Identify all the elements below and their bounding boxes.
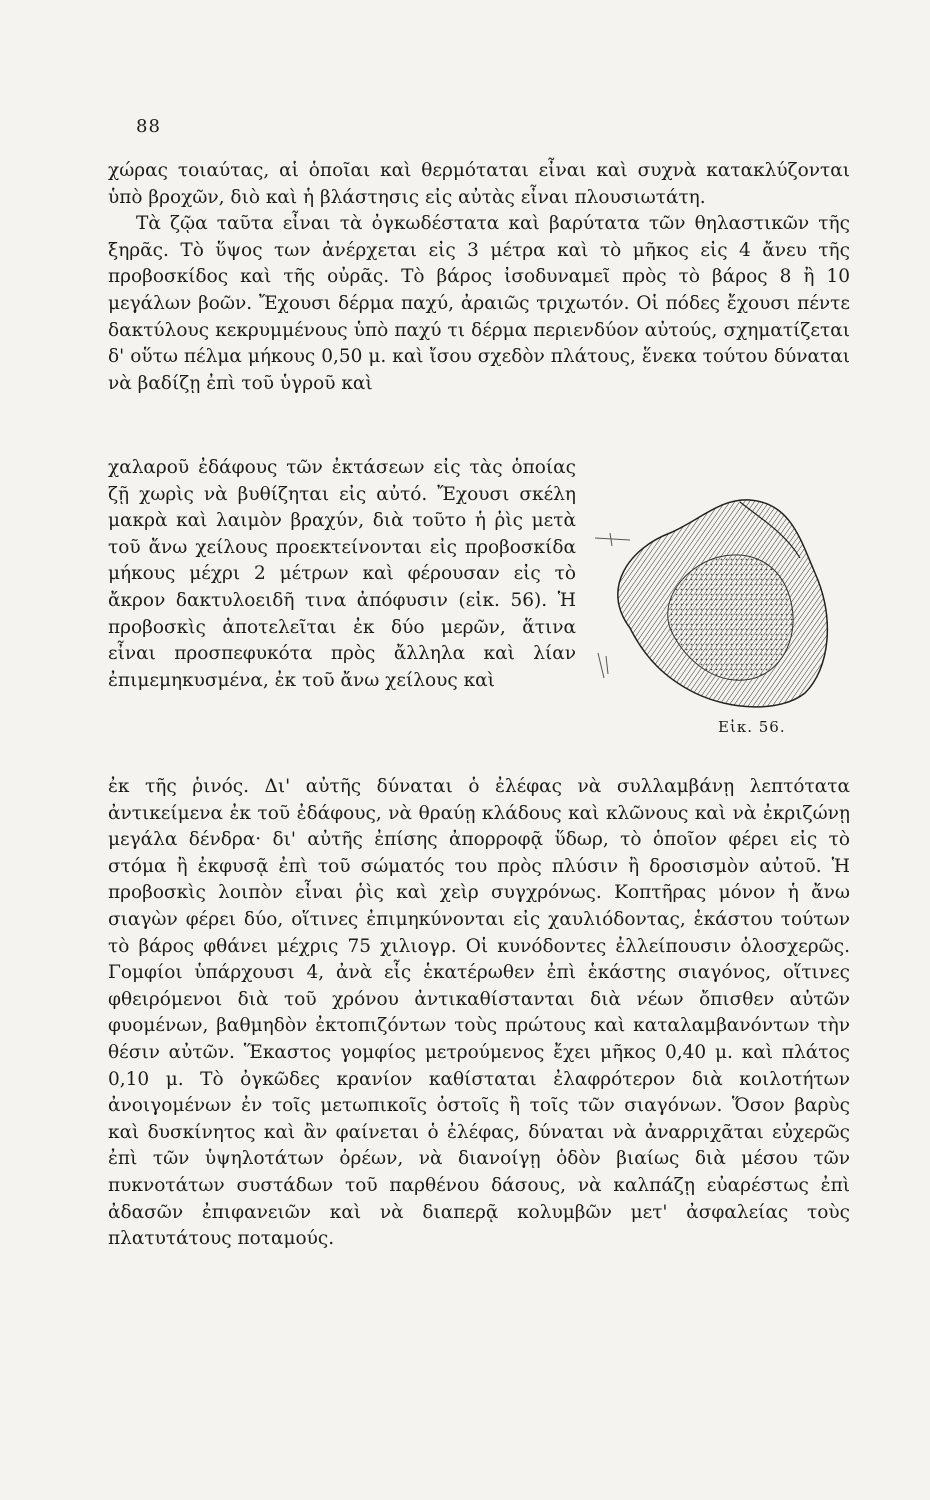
wrapped-paragraph: χαλαροῦ ἐδάφους τῶν ἐκτάσεων εἰς τὰς ὁποίας ζῇ χωρὶς νὰ βυθίζηται εἰς αὐτό. Ἔχουσι σκέλη μακρὰ καὶ λαιμὸν βραχύν, διὰ τοῦτο ἡ ῥὶς μετὰ τοῦ ἄνω χείλους προεκτείνονται εἰς προβοσκίδα μήκους μέχρι 2 μέτρων καὶ φέρουσαν εἰς τὸ ἄκρον δακτυλοειδῆ τινα ἀπόφυσιν (εἰκ. 56). Ἡ προβοσκὶς ἀποτελεῖται ἐκ δύο μερῶν, ἅτινα εἶναι προσπεφυκότα πρὸς ἄλληλα καὶ λίαν ἐπιμεμηκυσμένα, ἐκ τοῦ ἄνω χείλους καὶ	[108, 457, 576, 691]
figure-caption: Εἰκ. 56.	[718, 718, 786, 736]
figure-56	[590, 478, 850, 768]
bottom-text-block	[108, 774, 850, 1253]
paragraph-3: ἐκ τῆς ῥινός. Δι' αὐτῆς δύναται ὁ ἐλέφας νὰ συλλαμβάνῃ λεπτότατα ἀντικείμενα ἐκ τοῦ ἐδάφους, νὰ θραύῃ κλάδους καὶ κλῶνους καὶ νὰ ἐκριζώνῃ μεγάλα δένδρα· δι' αὐτῆς ἐπίσης ἀπορροφᾷ ὕδωρ, τὸ ὁποῖον φέρει εἰς τὸ στόμα ἢ ἐκφυσᾷ ἐπὶ τοῦ σώματός του πρὸς πλύσιν ἢ δροσισμὸν αὐτοῦ. Ἡ προβοσκὶς λοιπὸν εἶναι ῥὶς καὶ χεὶρ συγχρόνως. Κοπτῆρας μόνον ἡ ἄνω σιαγὼν φέρει δύο, οἵτινες ἐπιμηκύνονται εἰς χαυλιόδοντας, ἑκάστου τούτων τὸ βάρος φθάνει μέχρις 75 χιλιογρ. Οἱ κυνόδοντες ἐλλείπουσιν ὁλοσχερῶς. Γομφίοι ὑπάρχουσι 4, ἀνὰ εἷς ἑκατέρωθεν ἐπὶ ἑκάστης σιαγόνος, οἵτινες φθειρόμενοι διὰ τοῦ χρόνου ἀντικαθίστανται διὰ νέων ὄπισθεν αὐτῶν φυομένων, βαθμηδὸν ἐκτοπιζόντων τοὺς πρώτους καὶ καταλαμβανόντων τὴν θέσιν αὐτῶν. Ἕκαστος γομφίος μετρούμενος ἔχει μῆκος 0,40 μ. καὶ πλάτος 0,10 μ. Τὸ ὀγκῶδες κρανίον καθίσταται ἐλαφρότερον διὰ κοιλοτήτων ἀνοιγομένων ἐν τοῖς μετωπικοῖς ὀστοῖς ἢ τοῖς τῶν σιαγόνων. Ὅσον βαρὺς καὶ δυσκίνητος καὶ ἂν φαίνεται ὁ ἐλέφας, δύναται νὰ ἀναρριχᾶται εὐχερῶς ἐπὶ τῶν ὑψηλοτάτων ὀρέων, νὰ διανοίγῃ ὁδὸν βιαίως διὰ μέσου τῶν πυκνοτάτων συστάδων τοῦ παρθένου δάσους, νὰ καλπάζῃ εὐαρέστως ἐπὶ ἀδασῶν ἐπιφανειῶν καὶ νὰ διαπερᾷ κολυμβῶν μετ' ἀσφαλείας τοὺς πλατυτάτους ποταμούς.	[108, 776, 850, 1250]
wrapped-text-block	[108, 455, 576, 694]
elephant-foot-sole-engraving-icon	[590, 478, 850, 718]
page-number: 88	[136, 116, 161, 137]
paragraph-2: Τὰ ζῷα ταῦτα εἶναι τὰ ὀγκωδέστατα καὶ βαρύτατα τῶν θηλαστικῶν τῆς ξηρᾶς. Τὸ ὕψος των ἀνέρχεται εἰς 3 μέτρα καὶ τὸ μῆκος εἰς 4 ἄνευ τῆς προβοσκίδος καὶ τῆς οὐρᾶς. Τὸ βάρος ἰσοδυναμεῖ πρὸς τὸ βάρος 8 ἢ 10 μεγάλων βοῶν. Ἔχουσι δέρμα παχύ, ἀραιῶς τριχωτόν. Οἱ πόδες ἔχουσι πέντε δακτύλους κεκρυμμένους ὑπὸ παχύ τι δέρμα περιενδύον αὐτούς, σχηματίζεται δ' οὕτω πέλμα μήκους 0,50 μ. καὶ ἴσου σχεδὸν πλάτους, ἕνεκα τούτου δύναται νὰ βαδίζῃ ἐπὶ τοῦ ὑγροῦ καὶ	[108, 213, 850, 394]
top-text-block	[108, 158, 850, 397]
paragraph-1: χώρας τοιαύτας, αἱ ὁποῖαι καὶ θερμόταται εἶναι καὶ συχνὰ κατακλύζονται ὑπὸ βροχῶν, διὸ καὶ ἡ βλάστησις εἰς αὐτὰς εἶναι πλουσιωτάτη.	[108, 160, 850, 208]
